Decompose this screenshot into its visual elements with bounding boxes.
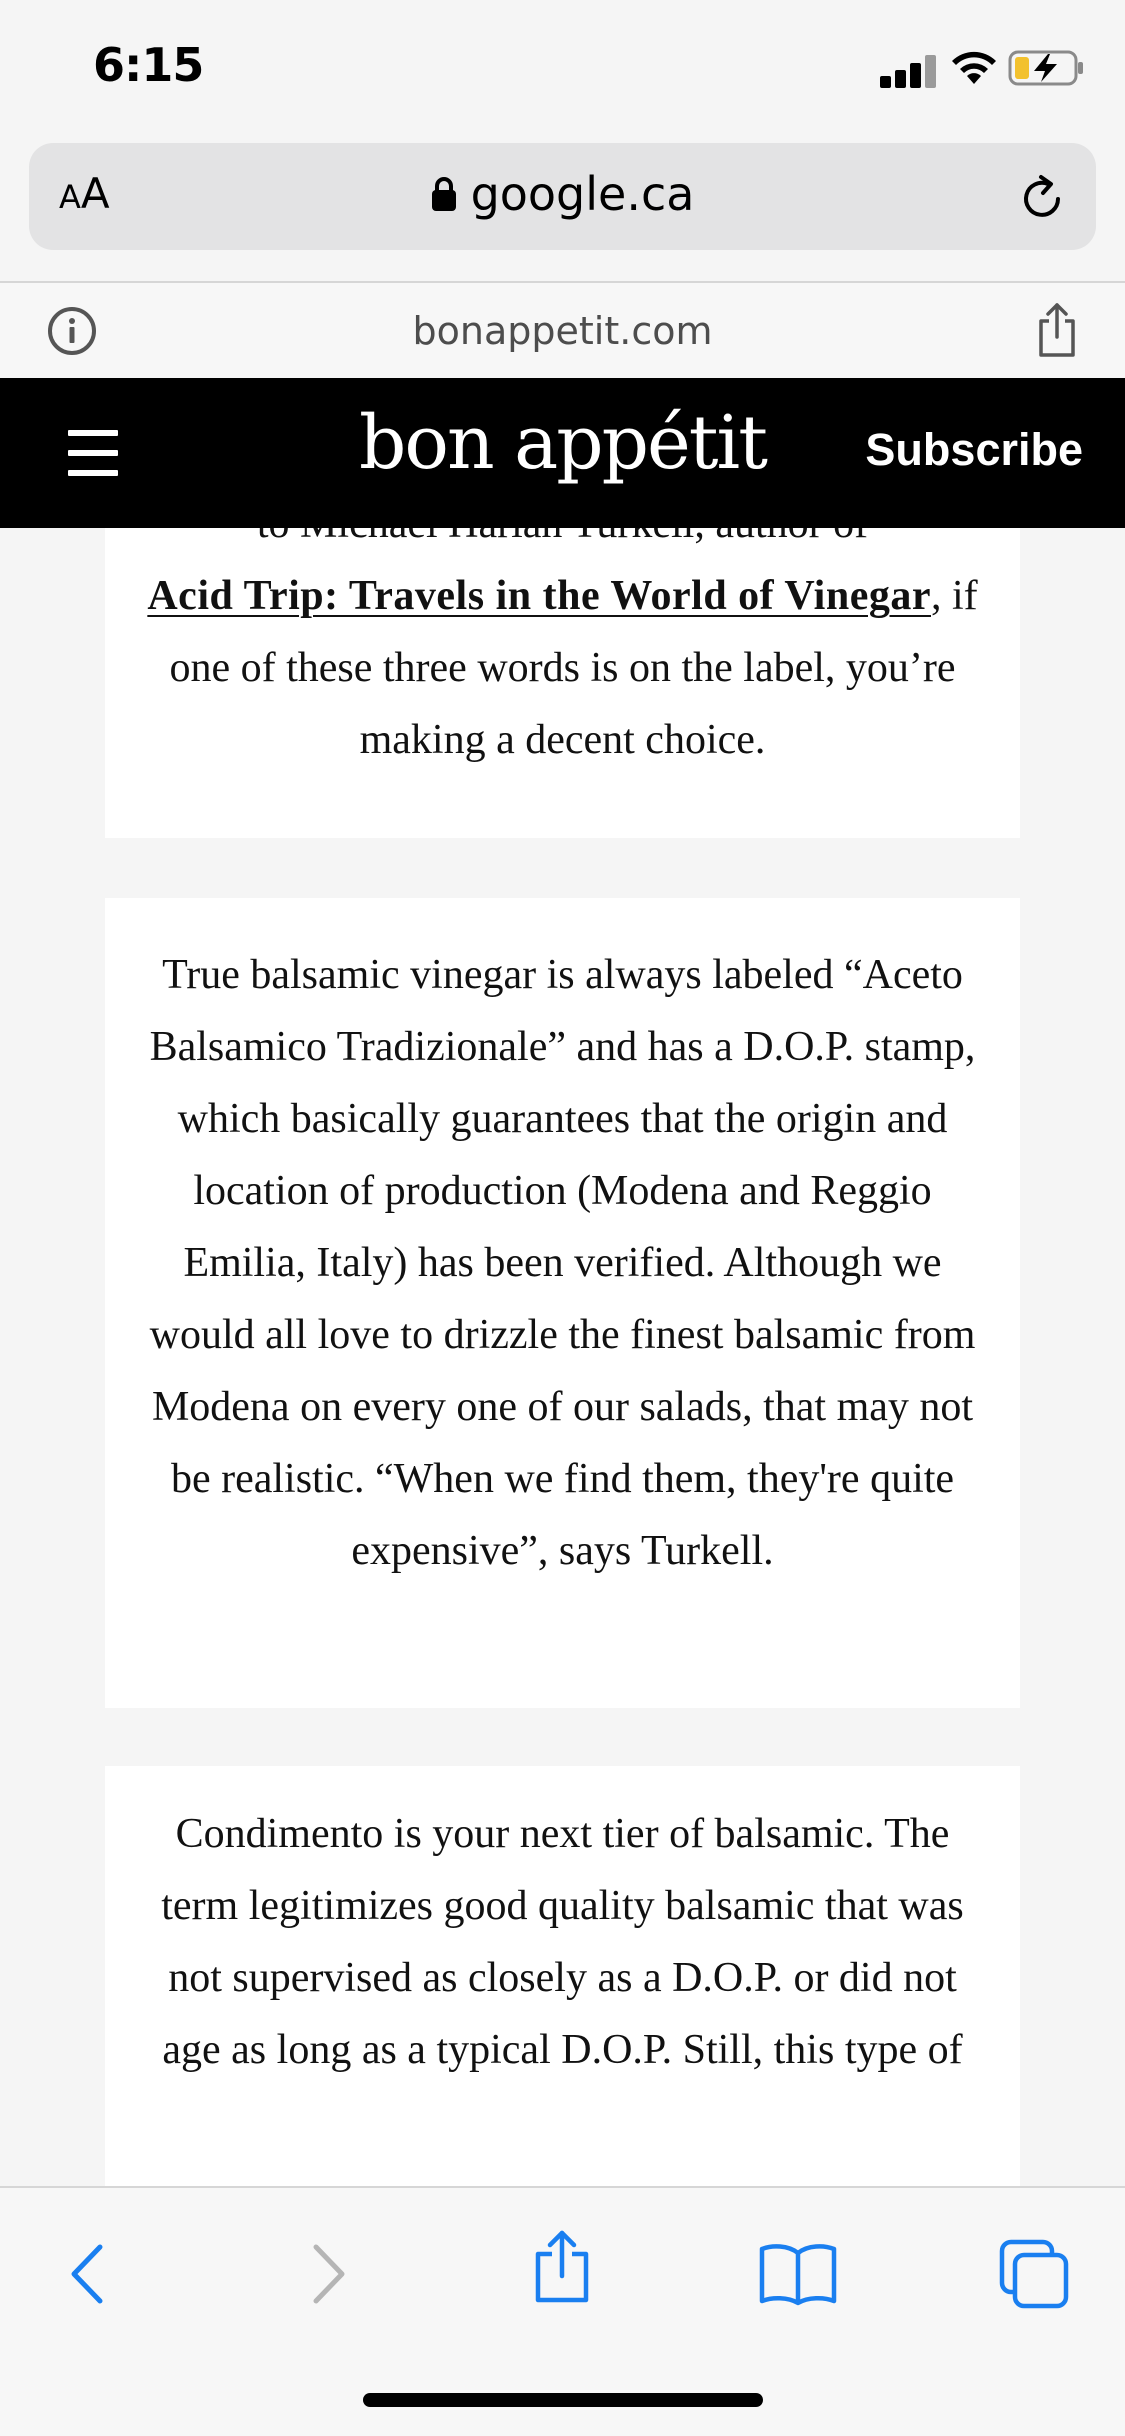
text-size-small-glyph: A [59, 178, 81, 216]
article-card [105, 488, 1020, 838]
site-info-bar [0, 283, 1125, 378]
lock-icon [431, 175, 457, 213]
home-indicator [363, 2393, 763, 2407]
article-paragraph: Condimento is your next tier of balsamic. The term legitimizes good quality balsamic that was not supervised as closely as a D.O.P. or did not age as long as a typical D.O.P. Still, this type of [161, 1811, 964, 2073]
site-header [0, 378, 1125, 528]
forward-icon [308, 2243, 348, 2305]
tabs-icon [998, 2238, 1070, 2310]
reload-icon[interactable] [1014, 171, 1070, 227]
browser-address-area [0, 135, 1125, 283]
share-button[interactable] [526, 2230, 598, 2302]
tabs-button[interactable] [996, 2238, 1072, 2310]
address-bar[interactable] [29, 143, 1096, 250]
book-link[interactable]: Acid Trip: Travels in the World of Vinegar [147, 573, 931, 619]
url-display[interactable] [29, 167, 1096, 221]
share-icon [532, 2228, 592, 2304]
share-icon[interactable] [1035, 301, 1079, 359]
paragraph-text: , if one of these three words is on the label, you’re making a decent choice. [169, 573, 978, 763]
status-bar [0, 0, 1125, 135]
bookmarks-icon [758, 2241, 838, 2307]
battery-charging-icon [1008, 48, 1086, 88]
article-card [105, 1766, 1020, 2226]
forward-button[interactable] [292, 2238, 364, 2310]
subscribe-button[interactable]: Subscribe [865, 424, 1083, 475]
article-card [105, 898, 1020, 1708]
site-domain: bonappetit.com [412, 309, 713, 353]
article-paragraph: True balsamic vinegar is always labeled “Aceto Balsamico Tradizionale” and has a D.O.P. stamp, which basically guarantees that the origin and location of production (Modena and Reggio Emilia, Italy) has been verified. Although we would all love to drizzle the finest balsamic from Modena on every one of our salads, that may not be realistic. “When we find them, they're quite expensive”, says Turkell. [149, 952, 976, 1574]
wifi-icon [950, 48, 998, 88]
article-content [0, 528, 1125, 2186]
url-text: google.ca [470, 167, 695, 221]
text-size-large-glyph: A [80, 169, 110, 218]
back-button[interactable] [52, 2238, 124, 2310]
status-time: 6:15 [93, 38, 204, 92]
article-paragraph [145, 488, 980, 776]
bookmarks-button[interactable] [756, 2238, 840, 2310]
back-icon [68, 2243, 108, 2305]
brand-logo[interactable]: bon appétit [359, 400, 766, 486]
cellular-signal-icon [880, 52, 936, 88]
